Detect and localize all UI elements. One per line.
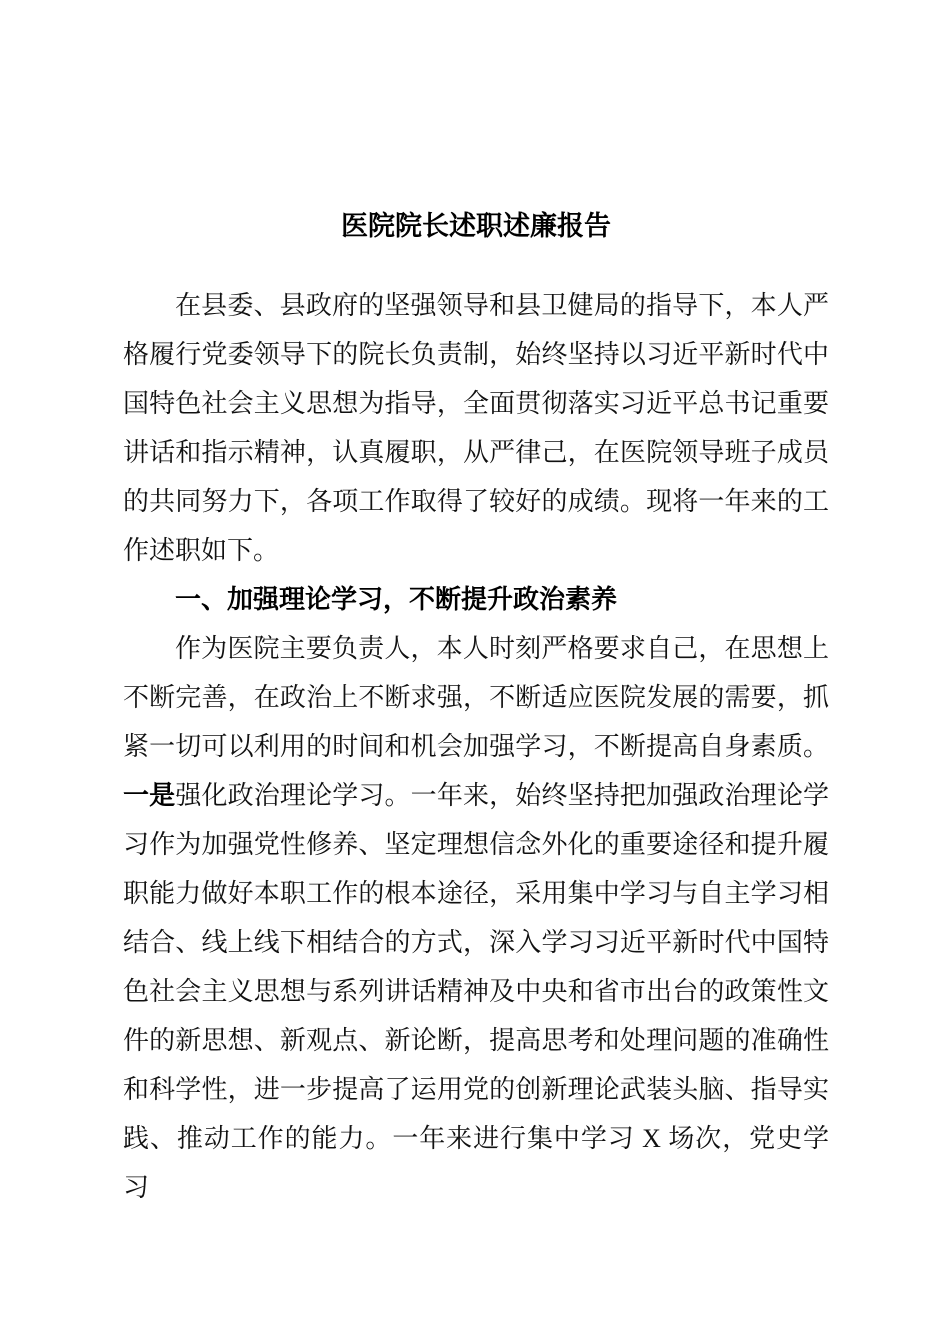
section-1-bold-marker: 一是 — [123, 780, 176, 810]
intro-paragraph: 在县委、县政府的坚强领导和县卫健局的指导下，本人严格履行党委领导下的院长负责制，始终坚持以习近平新时代中国特色社会主义思想为指导，全面贯彻落实习近平总书记重要讲话和指示精神，认真履职，从严律己，在医院领导班子成员的共同努力下，各项工作取得了较好的成绩。现将一年来的工作述职如下。 — [123, 291, 829, 565]
section-1-text-before-bold: 作为医院主要负责人，本人时刻严格要求自己，在思想上不断完善，在政治上不断求强，不断适应医院发展的需要，抓紧一切可以利用的时间和机会加强学习，不断提高自身素质。 — [123, 634, 829, 761]
section-1-heading: 一、加强理论学习，不断提升政治素养 — [175, 584, 618, 614]
section-1-text-after-bold: 强化政治理论学习。一年来，始终坚持把加强政治理论学习作为加强党性修养、坚定理想信念外化的重要途径和提升履职能力做好本职工作的根本途径，采用集中学习与自主学习相结合、线上线下相结合的方式，深入学习习近平新时代中国特色社会主义思想与系列讲话精神及中央和省市出台的政策性文件的新思想、新观点、新论断，提高思考和处理问题的准确性和科学性，进一步提高了运用党的创新理论武装头脑、指导实践、推动工作的能力。一年来进行集中学习 X 场次，党史学习 — [123, 781, 829, 1202]
document-title: 医院院长述职述廉报告 — [341, 211, 611, 241]
section-1-paragraph — [123, 624, 829, 1212]
